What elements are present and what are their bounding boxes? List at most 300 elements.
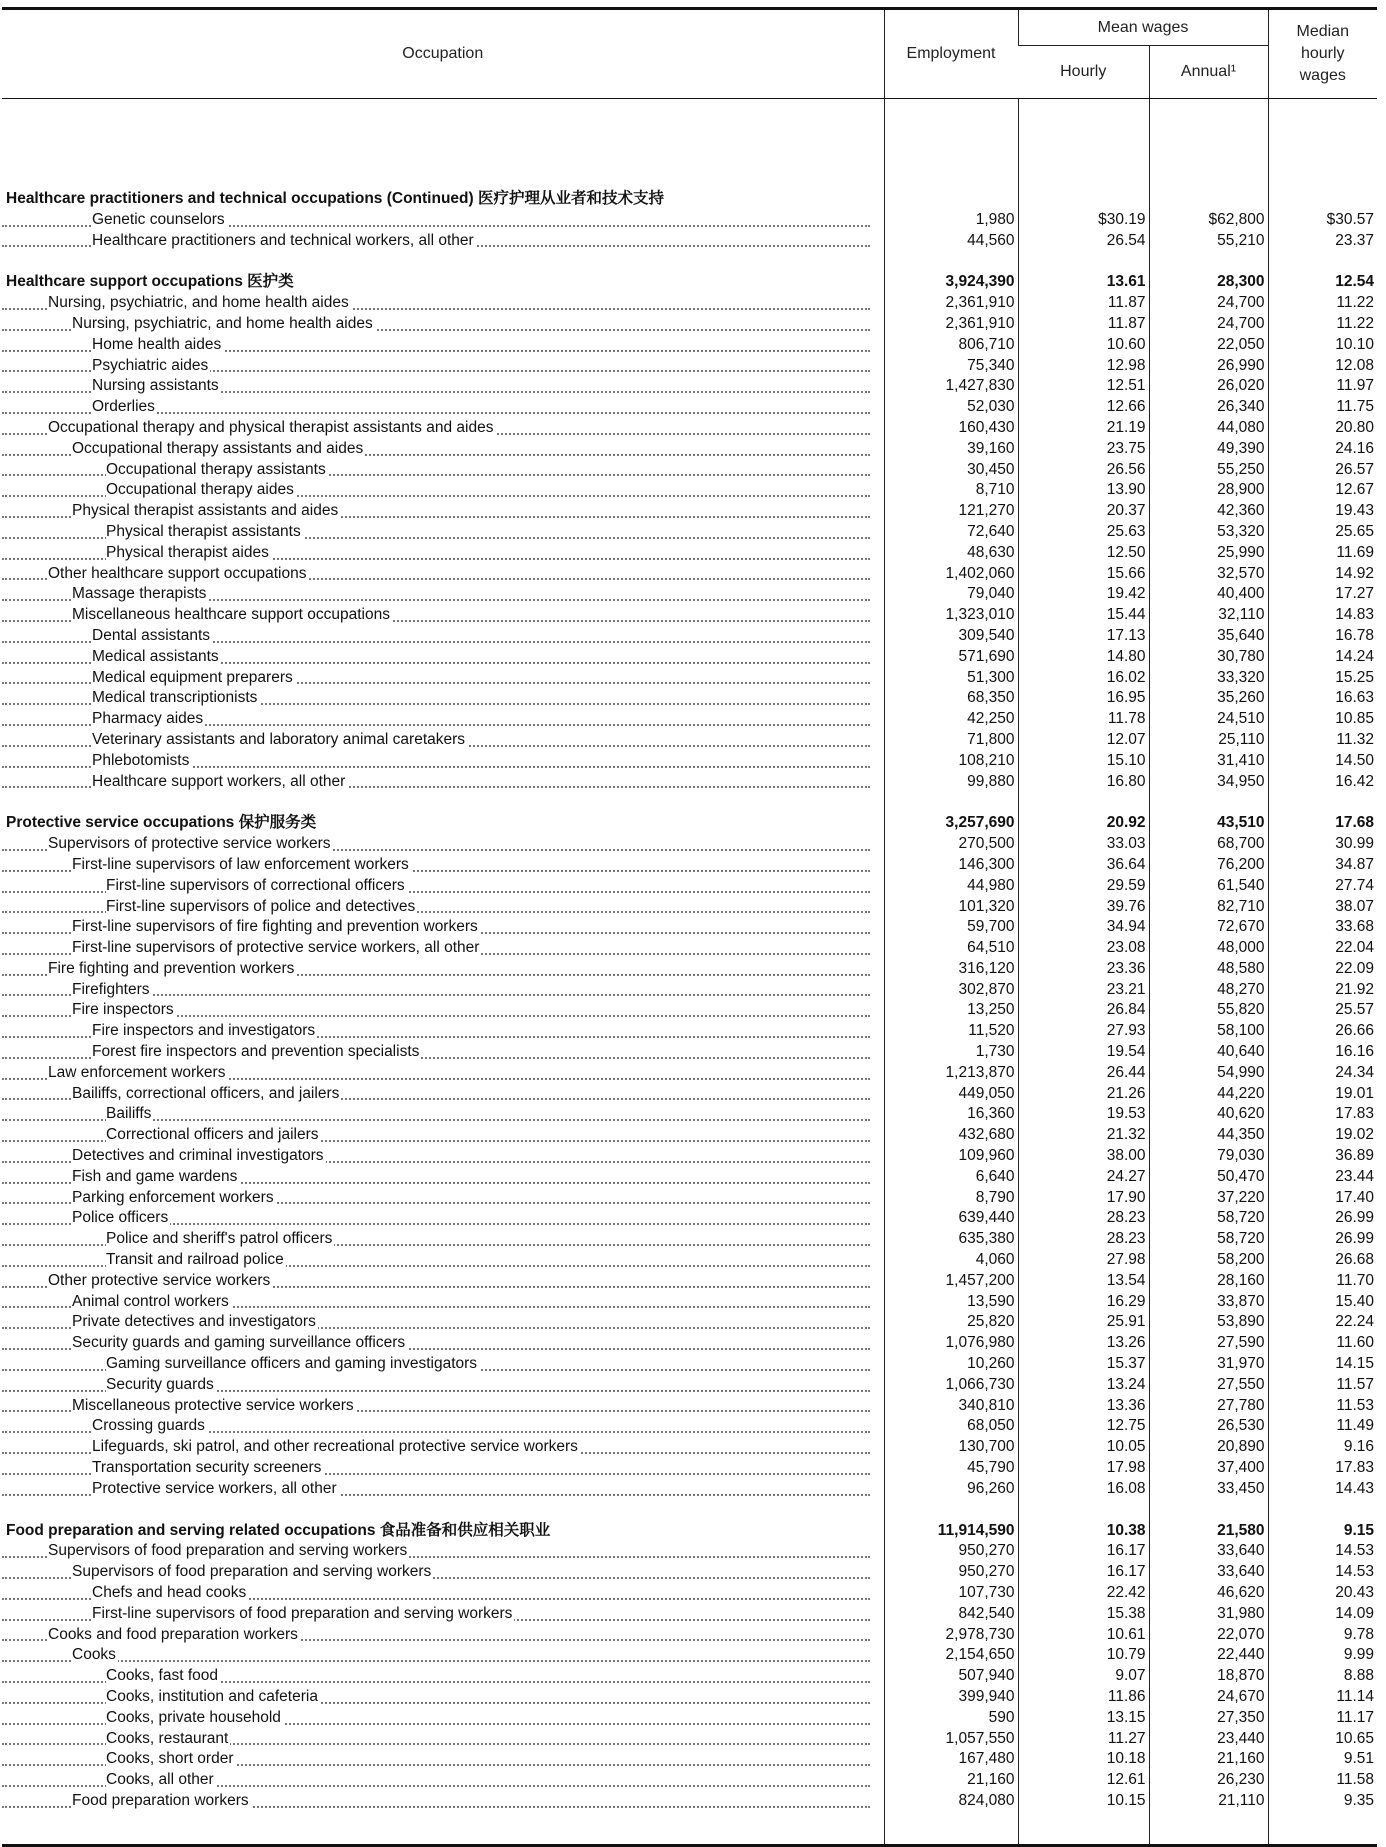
occupation-label: Supervisors of protective service workers [48,834,333,855]
occupation-cell [2,959,884,980]
spacer-cell [2,99,884,190]
spacer-cell [1018,1812,1149,1846]
mean-wages-header: Mean wages [1018,9,1268,46]
occupation-cell [2,210,884,231]
median-hourly-cell: 11.75 [1268,397,1377,418]
spacer-cell [2,251,884,272]
median-hourly-cell: 9.15 [1268,1521,1377,1542]
employment-cell: 1,730 [884,1042,1018,1063]
spacer-cell [1018,1500,1149,1521]
median-hourly-cell: 14.15 [1268,1354,1377,1375]
mean-hourly-cell: 13.36 [1018,1396,1149,1417]
table-row [2,335,1377,356]
median-hourly-cell: 24.34 [1268,1063,1377,1084]
mean-hourly-cell: 16.08 [1018,1479,1149,1500]
occupation-label: Nursing assistants [92,376,221,397]
median-hourly-cell: 9.78 [1268,1625,1377,1646]
table-row [2,709,1377,730]
occupation-cell [2,272,884,293]
employment-cell: 16,360 [884,1104,1018,1125]
occupation-label: Parking enforcement workers [72,1188,276,1209]
occupation-label: Medical transcriptionists [92,688,259,709]
occupation-label: Nursing, psychiatric, and home health aides [72,314,375,335]
table-row [2,897,1377,918]
table-row [2,1729,1377,1750]
occupation-label: Healthcare support workers, all other [92,772,347,793]
mean-annual-cell: 48,000 [1149,938,1268,959]
employment-cell: 2,978,730 [884,1625,1018,1646]
mean-annual-cell: 44,350 [1149,1125,1268,1146]
occupation-label: Cooks and food preparation workers [48,1625,300,1646]
median-hourly-cell: 10.10 [1268,335,1377,356]
median-hourly-cell: 26.66 [1268,1021,1377,1042]
occupation-cell [2,980,884,1001]
occupation-cell [2,1541,884,1562]
occupation-label: First-line supervisors of fire fighting and prevention workers [72,917,480,938]
employment-cell: 108,210 [884,751,1018,772]
mean-annual-cell: 24,510 [1149,709,1268,730]
table-row [2,1458,1377,1479]
occupation-cell [2,460,884,481]
mean-hourly-cell: 26.56 [1018,460,1149,481]
table-row [2,1042,1377,1063]
mean-annual-cell: 31,970 [1149,1354,1268,1375]
median-hourly-cell: 15.25 [1268,668,1377,689]
table-row [2,231,1377,252]
mean-annual-cell: 34,950 [1149,772,1268,793]
table-row [2,1437,1377,1458]
table-row [2,647,1377,668]
occupation-label: Healthcare practitioners and technical occupations (Continued) 医疗护理从业者和技术支持 [6,189,666,210]
occupation-cell [2,855,884,876]
occupation-cell [2,1479,884,1500]
employment-cell: 30,450 [884,460,1018,481]
mean-hourly-cell [1018,189,1149,210]
mean-annual-cell: 55,820 [1149,1000,1268,1021]
median-hourly-wages-header [1268,9,1377,99]
mean-hourly-cell: 12.66 [1018,397,1149,418]
employment-cell: 2,361,910 [884,293,1018,314]
mean-annual-cell: 58,720 [1149,1208,1268,1229]
employment-cell: 302,870 [884,980,1018,1001]
mean-annual-cell: 18,870 [1149,1666,1268,1687]
employment-cell: 639,440 [884,1208,1018,1229]
spacer-cell [1018,251,1149,272]
table-row [2,210,1377,231]
mean-hourly-cell: 13.61 [1018,272,1149,293]
median-hourly-cell: 20.80 [1268,418,1377,439]
section-spacer-row [2,1500,1377,1521]
table-row [2,543,1377,564]
mean-annual-cell: 40,620 [1149,1104,1268,1125]
occupation-label: Occupational therapy aides [106,480,296,501]
table-row [2,1354,1377,1375]
occupation-cell [2,1167,884,1188]
occupation-cell [2,1562,884,1583]
mean-hourly-cell: 38.00 [1018,1146,1149,1167]
spacer-cell [884,1500,1018,1521]
occupation-label: Nursing, psychiatric, and home health aides [48,293,351,314]
occupation-cell [2,1354,884,1375]
mean-hourly-cell: 15.66 [1018,564,1149,585]
median-hourly-cell: 23.44 [1268,1167,1377,1188]
occupation-label: Cooks, institution and cafeteria [106,1687,320,1708]
median-hourly-cell: 11.97 [1268,376,1377,397]
occupation-cell [2,1312,884,1333]
section-heading-row [2,272,1377,293]
mean-annual-cell: 42,360 [1149,501,1268,522]
table-row [2,1000,1377,1021]
occupation-label: First-line supervisors of food preparation and serving workers [92,1604,514,1625]
occupation-cell [2,418,884,439]
median-hourly-cell: 14.24 [1268,647,1377,668]
occupation-cell [2,1729,884,1750]
mean-hourly-cell: 11.78 [1018,709,1149,730]
median-hourly-cell: 24.16 [1268,439,1377,460]
table-row [2,1749,1377,1770]
occupation-cell [2,376,884,397]
occupation-label: Security guards [106,1375,216,1396]
occupation-cell [2,772,884,793]
mean-annual-cell: 28,300 [1149,272,1268,293]
occupation-label: Law enforcement workers [48,1063,227,1084]
spacer-cell [1268,99,1377,190]
occupation-label: Security guards and gaming surveillance officers [72,1333,407,1354]
mean-annual-cell: 40,400 [1149,584,1268,605]
occupation-label: Cooks, all other [106,1770,216,1791]
occupation-cell [2,1333,884,1354]
table-row [2,584,1377,605]
occupation-cell [2,1604,884,1625]
mean-hourly-cell: 12.98 [1018,356,1149,377]
occupation-cell [2,522,884,543]
occupation-label: Cooks [72,1645,118,1666]
median-hourly-cell [1268,189,1377,210]
table-row [2,605,1377,626]
employment-cell: 309,540 [884,626,1018,647]
employment-cell: 3,257,690 [884,813,1018,834]
mean-annual-cell: 79,030 [1149,1146,1268,1167]
median-hourly-cell: 14.53 [1268,1541,1377,1562]
table-row [2,501,1377,522]
table-row [2,1312,1377,1333]
employment-cell: 25,820 [884,1312,1018,1333]
employment-cell: 79,040 [884,584,1018,605]
mean-annual-cell: 32,570 [1149,564,1268,585]
mean-hourly-cell: 15.10 [1018,751,1149,772]
occupation-label: Fire fighting and prevention workers [48,959,296,980]
employment-cell: 11,914,590 [884,1521,1018,1542]
median-hourly-cell: 9.51 [1268,1749,1377,1770]
occupation-label: Crossing guards [92,1416,207,1437]
spacer-cell [884,1812,1018,1846]
occupation-label: Bailiffs, correctional officers, and jailers [72,1084,341,1105]
occupation-label: Supervisors of food preparation and serving workers [72,1562,433,1583]
table-row [2,1770,1377,1791]
employment-cell: 121,270 [884,501,1018,522]
median-hourly-cell: 21.92 [1268,980,1377,1001]
median-hourly-cell: 17.27 [1268,584,1377,605]
mean-annual-cell: 68,700 [1149,834,1268,855]
mean-hourly-cell: 15.44 [1018,605,1149,626]
mean-annual-cell: 27,780 [1149,1396,1268,1417]
mean-annual-cell: 49,390 [1149,439,1268,460]
mean-hourly-cell: 23.21 [1018,980,1149,1001]
mean-annual-cell: 28,900 [1149,480,1268,501]
spacer-cell [884,251,1018,272]
occupation-cell [2,1188,884,1209]
mean-hourly-cell: 11.86 [1018,1687,1149,1708]
median-hourly-cell: 14.92 [1268,564,1377,585]
table-row [2,356,1377,377]
mean-annual-cell: 53,320 [1149,522,1268,543]
table-row [2,1541,1377,1562]
employment-cell: 1,402,060 [884,564,1018,585]
median-header-line2: hourly [1300,45,1345,62]
median-hourly-cell: 11.58 [1268,1770,1377,1791]
median-hourly-cell: 16.78 [1268,626,1377,647]
occupation-label: Gaming surveillance officers and gaming investigators [106,1354,479,1375]
occupation-label: Occupational therapy assistants and aides [72,439,365,460]
occupation-cell [2,1146,884,1167]
mean-hourly-cell: 25.63 [1018,522,1149,543]
occupation-cell [2,1104,884,1125]
mean-annual-cell: 21,580 [1149,1521,1268,1542]
mean-hourly-cell: 16.17 [1018,1541,1149,1562]
mean-hourly-cell: 12.51 [1018,376,1149,397]
occupation-label: Miscellaneous healthcare support occupations [72,605,392,626]
mean-hourly-cell: 19.54 [1018,1042,1149,1063]
employment-cell: 1,323,010 [884,605,1018,626]
mean-annual-cell: 54,990 [1149,1063,1268,1084]
mean-annual-cell: 33,870 [1149,1292,1268,1313]
mean-annual-cell: 58,720 [1149,1229,1268,1250]
spacer-cell [1149,251,1268,272]
employment-cell: 13,250 [884,1000,1018,1021]
employment-cell: 1,076,980 [884,1333,1018,1354]
employment-cell: 3,924,390 [884,272,1018,293]
mean-hourly-cell: 26.44 [1018,1063,1149,1084]
table-row [2,1271,1377,1292]
section-heading-row [2,813,1377,834]
median-hourly-cell: 9.99 [1268,1645,1377,1666]
mean-annual-cell: 27,350 [1149,1708,1268,1729]
median-hourly-cell: 11.32 [1268,730,1377,751]
spacer-cell [1268,251,1377,272]
table-row [2,1375,1377,1396]
median-hourly-cell: 9.16 [1268,1437,1377,1458]
occupation-label: Protective service occupations 保护服务类 [6,813,318,834]
mean-hourly-cell: 13.26 [1018,1333,1149,1354]
spacer-cell [1149,792,1268,813]
table-row [2,855,1377,876]
median-hourly-cell: 14.50 [1268,751,1377,772]
median-hourly-cell: 14.53 [1268,1562,1377,1583]
median-hourly-cell: 20.43 [1268,1583,1377,1604]
mean-annual-cell: 53,890 [1149,1312,1268,1333]
employment-cell: 75,340 [884,356,1018,377]
occupation-label: Fire inspectors [72,1000,176,1021]
median-hourly-cell: 11.17 [1268,1708,1377,1729]
occupation-label: Correctional officers and jailers [106,1125,321,1146]
mean-hourly-cell: 14.80 [1018,647,1149,668]
table-row [2,1666,1377,1687]
occupation-label: Cooks, restaurant [106,1729,230,1750]
median-header-line1: Median [1296,23,1349,40]
spacer-cell [884,99,1018,190]
occupation-label: Transit and railroad police [106,1250,286,1271]
section-spacer-row [2,792,1377,813]
occupation-cell [2,1666,884,1687]
table-row [2,1063,1377,1084]
occupation-label: First-line supervisors of correctional officers [106,876,407,897]
employment-cell: 160,430 [884,418,1018,439]
table-row [2,1625,1377,1646]
median-hourly-cell: 22.04 [1268,938,1377,959]
mean-hourly-cell: 15.38 [1018,1604,1149,1625]
employment-cell [884,189,1018,210]
header-spacer-row [2,99,1377,190]
mean-hourly-cell: 10.05 [1018,1437,1149,1458]
mean-annual-cell: 37,400 [1149,1458,1268,1479]
median-hourly-cell: 26.99 [1268,1208,1377,1229]
employment-cell: 51,300 [884,668,1018,689]
median-hourly-cell: 23.37 [1268,231,1377,252]
mean-annual-cell: 44,220 [1149,1084,1268,1105]
occupation-label: Occupational therapy and physical therapist assistants and aides [48,418,495,439]
occupation-cell [2,1271,884,1292]
occupation-cell [2,1770,884,1791]
occupation-label: Physical therapist assistants [106,522,303,543]
mean-hourly-cell: 13.54 [1018,1271,1149,1292]
table-header [2,9,1377,99]
occupation-cell [2,647,884,668]
mean-annual-cell: 26,340 [1149,397,1268,418]
table-row [2,1479,1377,1500]
table-row [2,1229,1377,1250]
mean-annual-cell: 40,640 [1149,1042,1268,1063]
mean-annual-cell [1149,189,1268,210]
annual-header: Annual¹ [1149,46,1268,99]
median-hourly-cell: 27.74 [1268,876,1377,897]
median-hourly-cell: 11.70 [1268,1271,1377,1292]
occupation-label: Firefighters [72,980,152,1001]
mean-annual-cell: $62,800 [1149,210,1268,231]
employment-cell: 8,790 [884,1188,1018,1209]
spacer-cell [1268,1812,1377,1846]
median-hourly-cell: $30.57 [1268,210,1377,231]
table-row [2,772,1377,793]
table-row [2,1146,1377,1167]
mean-hourly-cell: 26.54 [1018,231,1149,252]
mean-hourly-cell: 10.60 [1018,335,1149,356]
occupation-label: Animal control workers [72,1292,231,1313]
occupation-cell [2,335,884,356]
mean-hourly-cell: 12.75 [1018,1416,1149,1437]
table-row [2,1604,1377,1625]
median-header-line3: wages [1299,67,1346,84]
table-row [2,1188,1377,1209]
mean-annual-cell: 24,700 [1149,293,1268,314]
mean-hourly-cell: 34.94 [1018,917,1149,938]
table-row [2,1167,1377,1188]
employment-cell: 8,710 [884,480,1018,501]
mean-annual-cell: 46,620 [1149,1583,1268,1604]
mean-hourly-cell: 23.75 [1018,439,1149,460]
mean-hourly-cell: 13.24 [1018,1375,1149,1396]
median-hourly-cell: 14.09 [1268,1604,1377,1625]
table-row [2,1583,1377,1604]
mean-hourly-cell: 23.08 [1018,938,1149,959]
occupation-cell [2,1021,884,1042]
occupation-cell [2,709,884,730]
employment-cell: 167,480 [884,1749,1018,1770]
employment-cell: 635,380 [884,1229,1018,1250]
occupation-label: Supervisors of food preparation and serving workers [48,1541,409,1562]
mean-hourly-cell: 11.27 [1018,1729,1149,1750]
table-row [2,730,1377,751]
section-spacer-row [2,251,1377,272]
employment-cell: 842,540 [884,1604,1018,1625]
median-hourly-cell: 25.65 [1268,522,1377,543]
table-row [2,522,1377,543]
occupation-cell [2,876,884,897]
mean-hourly-cell: 19.42 [1018,584,1149,605]
mean-hourly-cell: 17.13 [1018,626,1149,647]
employment-cell: 44,560 [884,231,1018,252]
median-hourly-cell: 10.85 [1268,709,1377,730]
employment-cell: 1,213,870 [884,1063,1018,1084]
employment-cell: 44,980 [884,876,1018,897]
occupation-label: Massage therapists [72,584,208,605]
mean-annual-cell: 31,410 [1149,751,1268,772]
occupation-label: Home health aides [92,335,223,356]
employment-cell: 72,640 [884,522,1018,543]
employment-cell: 96,260 [884,1479,1018,1500]
occupation-cell [2,917,884,938]
spacer-cell [2,1500,884,1521]
table-row [2,876,1377,897]
occupation-label: Veterinary assistants and laboratory animal caretakers [92,730,467,751]
mean-hourly-cell: 13.90 [1018,480,1149,501]
mean-hourly-cell: 10.15 [1018,1791,1149,1812]
employment-cell: 45,790 [884,1458,1018,1479]
mean-hourly-cell: 17.98 [1018,1458,1149,1479]
occupation-cell [2,1375,884,1396]
median-hourly-cell: 17.40 [1268,1188,1377,1209]
mean-annual-cell: 20,890 [1149,1437,1268,1458]
mean-annual-cell: 26,530 [1149,1416,1268,1437]
employment-cell: 11,520 [884,1021,1018,1042]
employment-cell: 1,066,730 [884,1375,1018,1396]
occupation-cell [2,605,884,626]
mean-hourly-cell: 16.95 [1018,688,1149,709]
mean-annual-cell: 22,440 [1149,1645,1268,1666]
employment-cell: 10,260 [884,1354,1018,1375]
employment-cell: 39,160 [884,439,1018,460]
occupation-label: Bailiffs [106,1104,153,1125]
occupation-cell [2,1583,884,1604]
mean-annual-cell: 26,230 [1149,1770,1268,1791]
mean-hourly-cell: 10.38 [1018,1521,1149,1542]
median-hourly-cell: 11.14 [1268,1687,1377,1708]
employment-cell: 130,700 [884,1437,1018,1458]
mean-hourly-cell: $30.19 [1018,210,1149,231]
mean-annual-cell: 25,110 [1149,730,1268,751]
table-row [2,1708,1377,1729]
mean-annual-cell: 31,980 [1149,1604,1268,1625]
occupation-cell [2,668,884,689]
